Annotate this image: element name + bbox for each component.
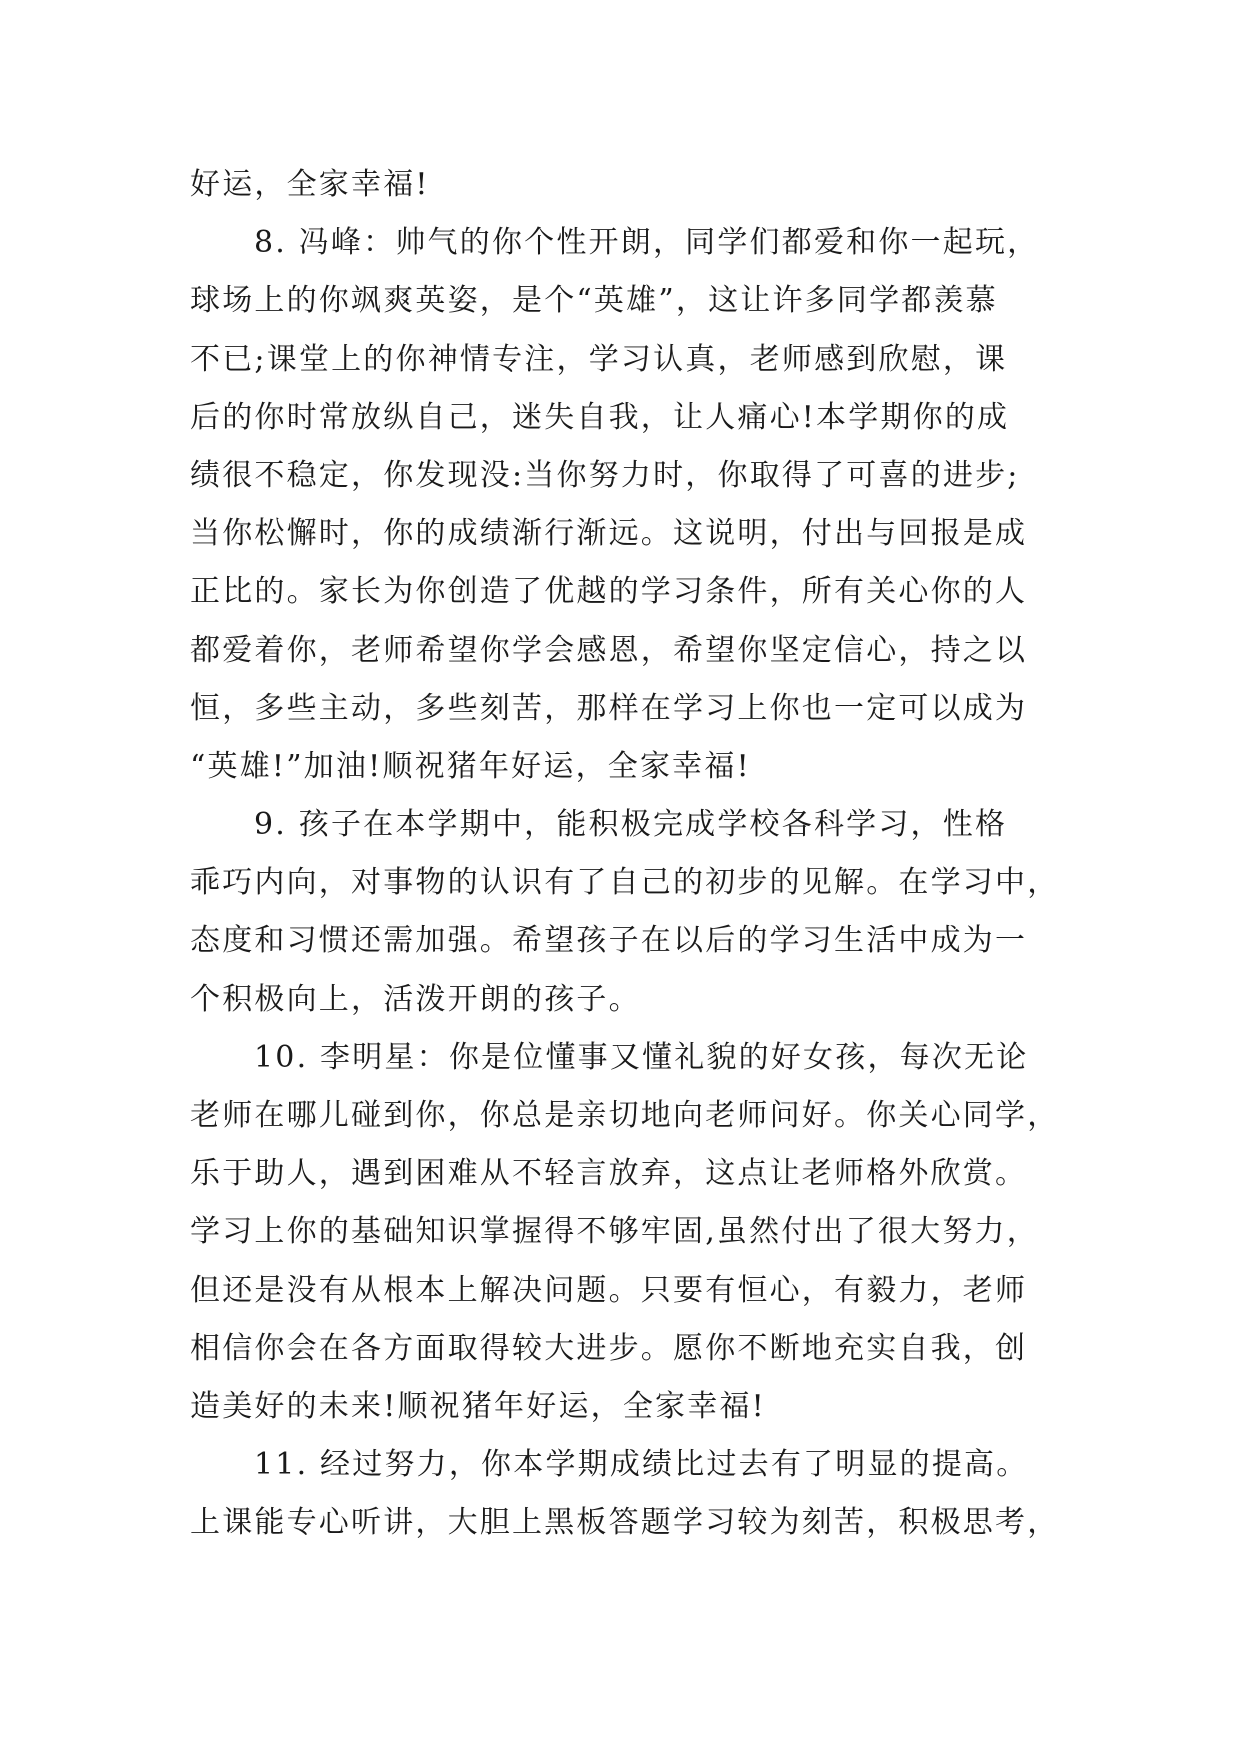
text-line: 乖巧内向，对事物的认识有了自己的初步的见解。在学习中， bbox=[190, 865, 1060, 901]
text-line: 学习上你的基础知识掌握得不够牢固,虽然付出了很大努力， bbox=[190, 1214, 1039, 1250]
text-line: 当你松懈时，你的成绩渐行渐远。这说明，付出与回报是成 bbox=[190, 516, 1028, 552]
text-line: 相信你会在各方面取得较大进步。愿你不断地充实自我，创 bbox=[190, 1330, 1028, 1366]
text-line: 造美好的未来!顺祝猪年好运，全家幸福! bbox=[190, 1388, 766, 1424]
text-line: 好运，全家幸福! bbox=[190, 167, 430, 202]
text-line: “英雄!”加油!顺祝猪年好运，全家幸福! bbox=[190, 748, 751, 784]
text-line: 个积极向上，活泼开朗的孩子。 bbox=[190, 981, 641, 1017]
text-line: 态度和习惯还需加强。希望孩子在以后的学习生活中成为一 bbox=[190, 923, 1028, 959]
text-line: 后的你时常放纵自己，迷失自我，让人痛心!本学期你的成 bbox=[190, 399, 1010, 435]
document-body bbox=[190, 156, 1060, 1553]
paragraph-first-line: 8. 冯峰：帅气的你个性开朗，同学们都爱和你一起玩， bbox=[254, 225, 1040, 261]
text-line: 绩很不稳定，你发现没:当你努力时，你取得了可喜的进步; bbox=[190, 457, 1020, 493]
paragraph-first-line: 9. 孩子在本学期中，能积极完成学校各科学习，性格 bbox=[254, 807, 1008, 843]
text-line: 都爱着你，老师希望你学会感恩，希望你坚定信心，持之以 bbox=[190, 632, 1028, 668]
text-line: 但还是没有从根本上解决问题。只要有恒心，有毅力，老师 bbox=[190, 1272, 1028, 1308]
text-line: 球场上的你飒爽英姿，是个“英雄”，这让许多同学都羡慕 bbox=[190, 283, 998, 319]
text-line: 乐于助人，遇到困难从不轻言放弃，这点让老师格外欣赏。 bbox=[190, 1156, 1028, 1192]
paragraph-first-line: 11. 经过努力，你本学期成绩比过去有了明显的提高。 bbox=[254, 1447, 1029, 1483]
text-line: 恒，多些主动，多些刻苦，那样在学习上你也一定可以成为 bbox=[190, 690, 1028, 726]
paragraph-first-line: 10. 李明星：你是位懂事又懂礼貌的好女孩，每次无论 bbox=[254, 1039, 1029, 1075]
text-line: 老师在哪儿碰到你，你总是亲切地向老师问好。你关心同学， bbox=[190, 1098, 1060, 1133]
text-line: 正比的。家长为你创造了优越的学习条件，所有关心你的人 bbox=[190, 574, 1028, 610]
text-line: 上课能专心听讲，大胆上黑板答题学习较为刻苦，积极思考， bbox=[190, 1505, 1060, 1541]
text-line: 不已;课堂上的你神情专注，学习认真，老师感到欣慰，课 bbox=[190, 341, 1008, 377]
